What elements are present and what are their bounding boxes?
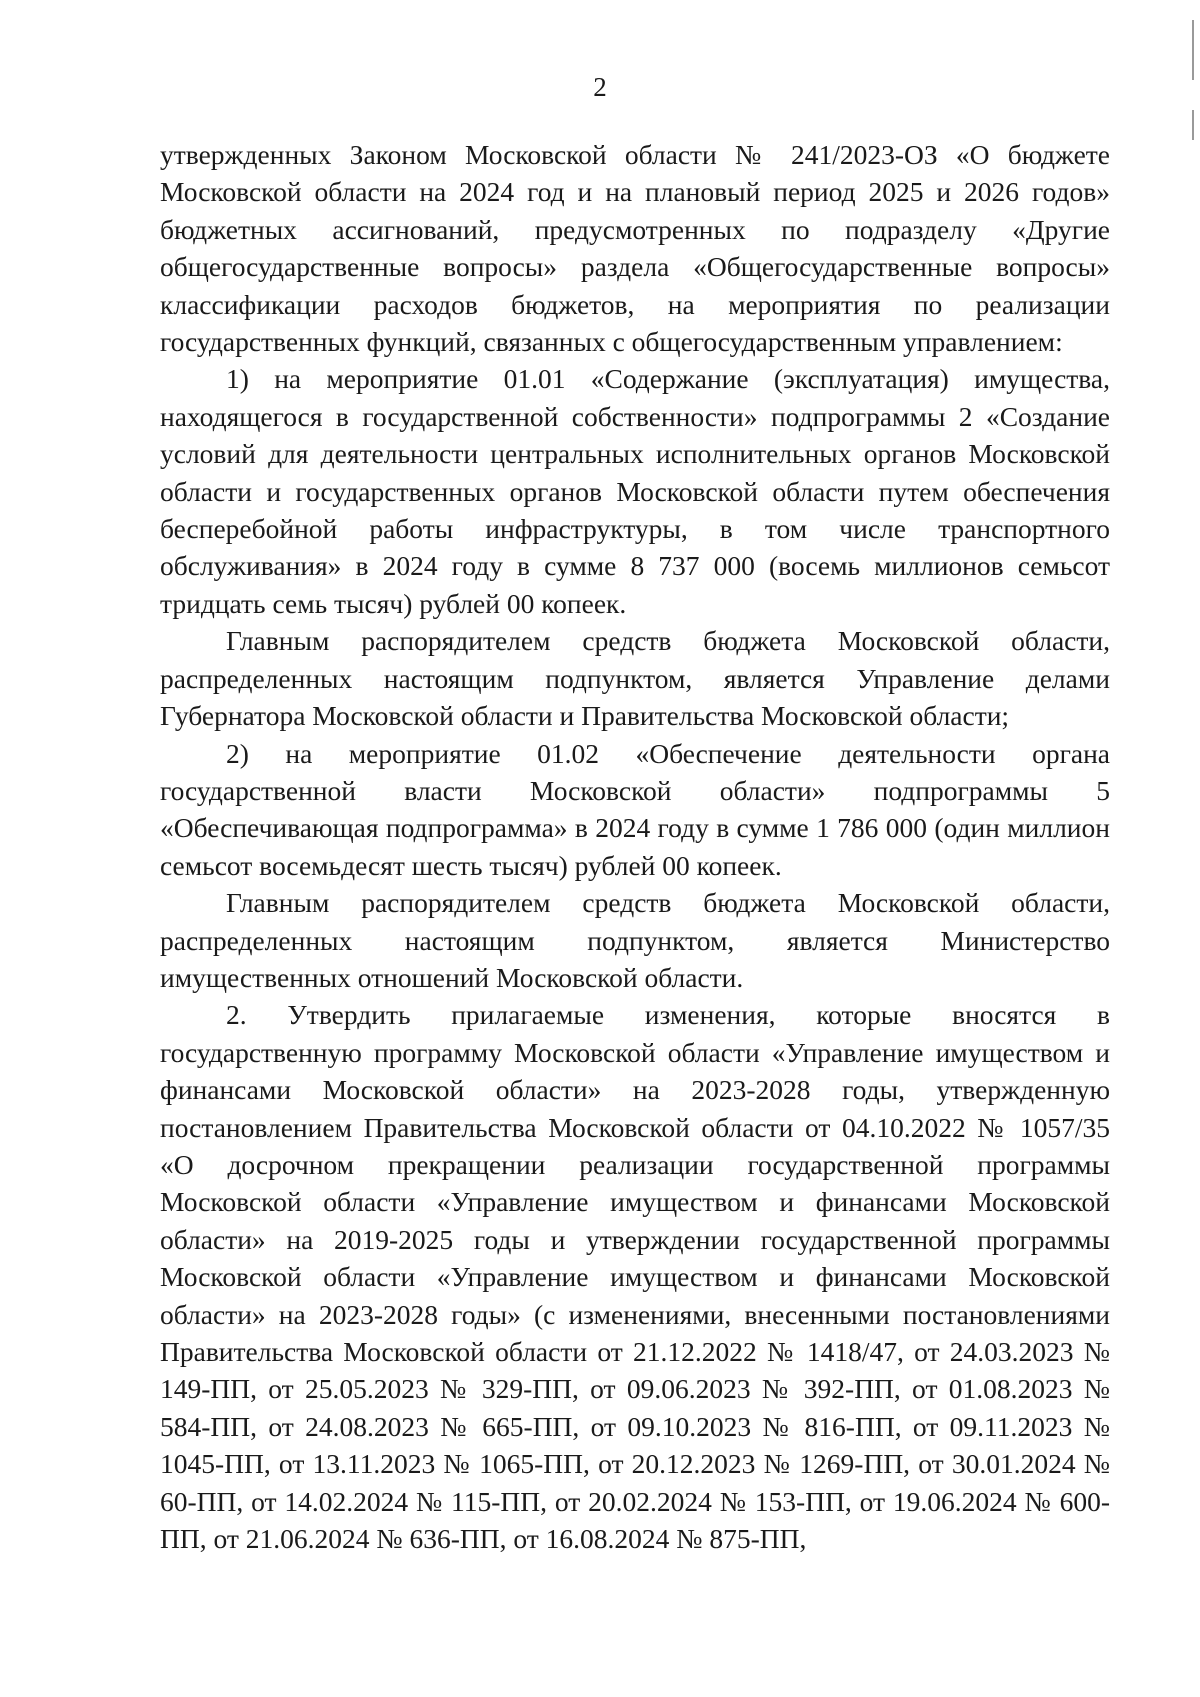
paragraph-continuation: утвержденных Законом Московской области № 241/2023-ОЗ «О бюджете Московской области на 2024 год и на плановый период 2025 и 2026 годов» бюджетных ассигнований, предусмотренных по подразделу «Другие общегосударственные вопросы» раздела «Общегосударственные вопросы» классификации расходов бюджетов, на мероприятия по реализации государственных функций, связанных с общегосударственным управлением: [160, 139, 1110, 358]
scan-edge-mark [1192, 20, 1194, 80]
paragraph-point-2: 2. Утвердить прилагаемые изменения, которые вносятся в государственную программу Московской области «Управление имуществом и финансами Московской области» на 2023-2028 годы, утвержденную постановлением Правительства Московской области от 04.10.2022 № 1057/35 «О досрочном прекращении реализации государственной программы Московской области «Управление имуществом и финансами Московской области» на 2019-2025 годы и утверждении государственной программы Московской области «Управление имуществом и финансами Московской области» на 2023-2028 годы» (с изменениями, внесенными постановлениями Правительства Московской области от 21.12.2022 № 1418/47, от 24.03.2023 № 149-ПП, от 25.05.2023 № 329-ПП, от 09.06.2023 № 392-ПП, от 01.08.2023 № 584-ПП, от 24.08.2023 № 665-ПП, от 09.10.2023 № 816-ПП, от 09.11.2023 № 1045-ПП, от 13.11.2023 № 1065-ПП, от 20.12.2023 № 1269-ПП, от 30.01.2024 № 60-ПП, от 14.02.2024 № 115-ПП, от 20.02.2024 № 153-ПП, от 19.06.2024 № 600-ПП, от 21.06.2024 № 636-ПП, от 16.08.2024 № 875-ПП, [160, 999, 1110, 1555]
paragraph-item-1: 1) на мероприятие 01.01 «Содержание (эксплуатация) имущества, находящегося в государственной собственности» подпрограммы 2 «Создание условий для деятельности центральных исполнительных органов Московской области и государственных органов Московской области путем обеспечения бесперебойной работы инфраструктуры, в том числе транспортного обслуживания» в 2024 году в сумме 8 737 000 (восемь миллионов семьсот тридцать семь тысяч) рублей 00 копеек. [160, 363, 1110, 619]
paragraph-administrator-2: Главным распорядителем средств бюджета Московской области, распределенных настоящим подпунктом, является Министерство имущественных отношений Московской области. [160, 887, 1110, 993]
paragraph-administrator-1: Главным распорядителем средств бюджета Московской области, распределенных настоящим подпунктом, является Управление делами Губернатора Московской области и Правительства Московской области; [160, 625, 1110, 732]
document-body [160, 136, 1110, 1557]
scan-edge-mark [1192, 110, 1194, 140]
page-number: 2 [593, 72, 607, 102]
paragraph-item-2: 2) на мероприятие 01.02 «Обеспечение деятельности органа государственной власти Московской области» подпрограммы 5 «Обеспечивающая подпрограмма» в 2024 году в сумме 1 786 000 (один миллион семьсот восемьдесят шесть тысяч) рублей 00 копеек. [160, 737, 1110, 881]
